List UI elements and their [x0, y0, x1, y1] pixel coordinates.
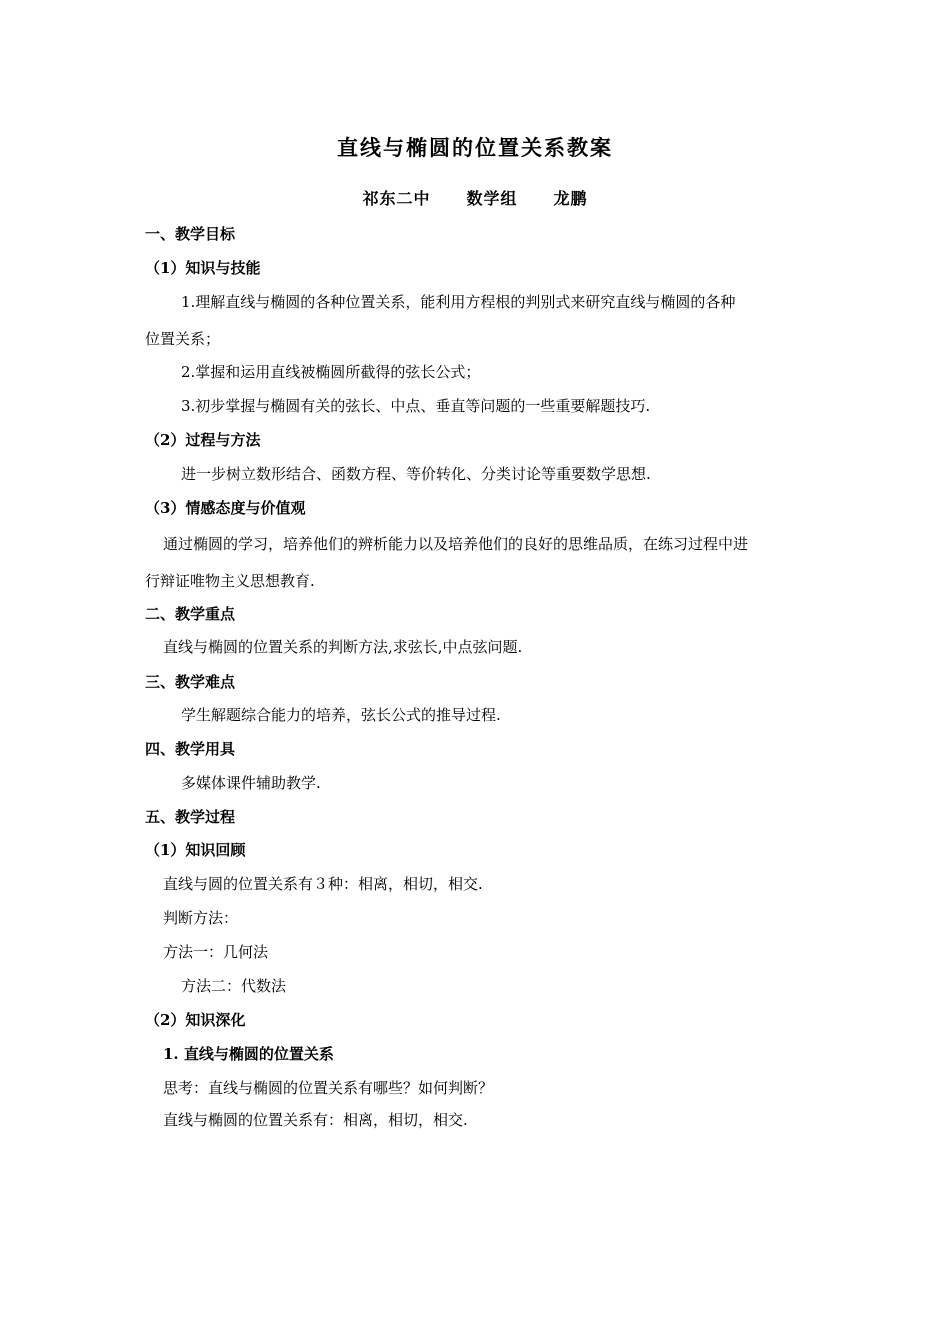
paragraph-line: 学生解题综合能力的培养，弦长公式的推导过程.	[181, 706, 501, 724]
paragraph-line: 直线与椭圆的位置关系的判断方法,求弦长,中点弦问题.	[163, 638, 523, 656]
paragraph-line: 1.理解直线与椭圆的各种位置关系，能利用方程根的判别式来研究直线与椭圆的各种	[181, 293, 736, 311]
author-school: 祁东二中	[362, 189, 431, 208]
subsection-heading-review: （1）知识回顾	[145, 841, 246, 859]
paragraph-line: 思考：直线与椭圆的位置关系有哪些？如何判断？	[163, 1079, 494, 1097]
paragraph-line: 直线与椭圆的位置关系有：相离，相切，相交.	[163, 1111, 468, 1129]
section-heading-difficulties: 三、教学难点	[145, 673, 236, 691]
paragraph-line: 进一步树立数形结合、函数方程、等价转化、分类讨论等重要数学思想.	[181, 465, 651, 483]
subsection-heading-deepening: （2）知识深化	[145, 1011, 246, 1029]
section-heading-tools: 四、教学用具	[145, 740, 236, 758]
paragraph-line: 多媒体课件辅助教学.	[181, 774, 321, 792]
author-line	[0, 188, 950, 210]
author-group: 数学组	[466, 189, 518, 208]
section-heading-process: 五、教学过程	[145, 808, 236, 826]
paragraph-line: 方法二：代数法	[181, 977, 287, 995]
paragraph-line: 直线与圆的位置关系有３种：相离，相切，相交.	[163, 875, 483, 893]
document-title: 直线与椭圆的位置关系教案	[337, 135, 613, 160]
paragraph-line: 位置关系；	[145, 330, 221, 348]
paragraph-line: 2.掌握和运用直线被椭圆所截得的弦长公式；	[181, 363, 481, 381]
paragraph-line: 3.初步掌握与椭圆有关的弦长、中点、垂直等问题的一些重要解题技巧.	[181, 397, 651, 415]
paragraph-line: 行辩证唯物主义思想教育.	[145, 572, 315, 590]
author-name: 龙鹏	[553, 189, 588, 208]
paragraph-line: 方法一：几何法	[163, 943, 269, 961]
paragraph-line: 判断方法：	[163, 909, 239, 927]
item-heading-line-ellipse-relation: 1. 直线与椭圆的位置关系	[163, 1045, 334, 1063]
paragraph-line: 通过椭圆的学习，培养他们的辨析能力以及培养他们的良好的思维品质，在练习过程中进	[163, 535, 749, 553]
subsection-heading-knowledge-skills: （1）知识与技能	[145, 259, 261, 277]
section-heading-goals: 一、教学目标	[145, 225, 236, 243]
section-heading-key-points: 二、教学重点	[145, 605, 236, 623]
subsection-heading-process-method: （2）过程与方法	[145, 431, 261, 449]
subsection-heading-attitude-values: （3）情感态度与价值观	[145, 499, 306, 517]
